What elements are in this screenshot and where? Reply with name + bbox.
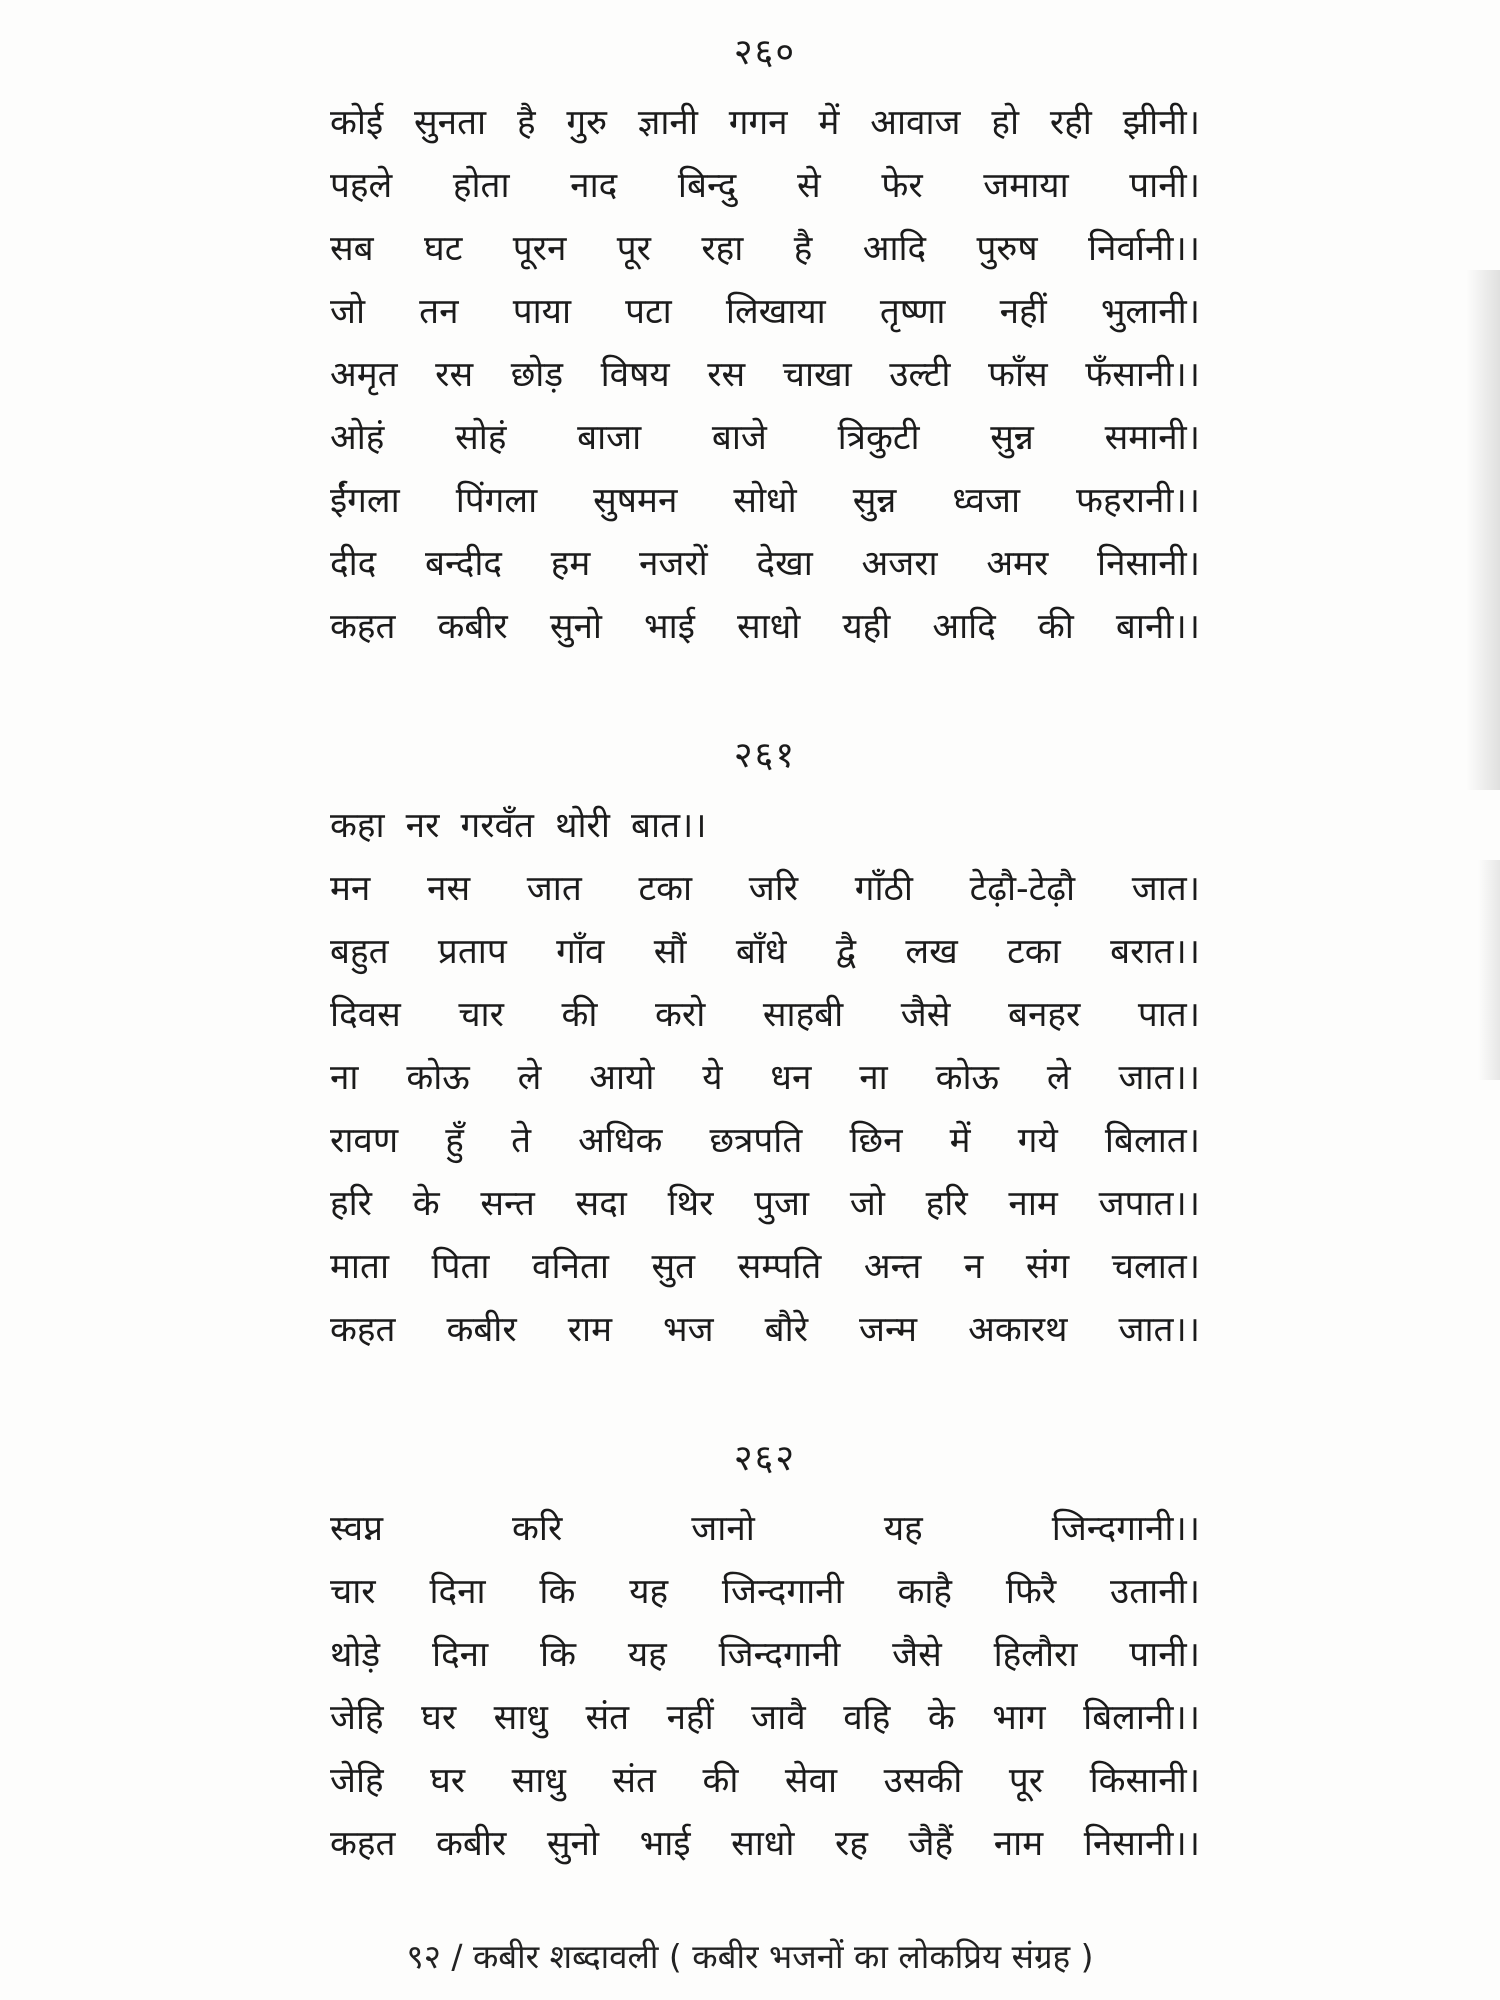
verse-line: माता पिता वनिता सुत सम्पति अन्त न संग चलात। xyxy=(330,1247,1200,1287)
verse-line: ओहं सोहं बाजा बाजे त्रिकुटी सुन्न समानी। xyxy=(330,418,1200,458)
poem-number: २६० xyxy=(733,32,797,73)
verse-line: चार दिना कि यह जिन्दगानी काहै फिरै उतानी। xyxy=(330,1572,1200,1612)
verse-line: रावण हुँ ते अधिक छत्रपति छिन में गये बिलात। xyxy=(330,1121,1200,1161)
verse-line: स्वप्न करि जानो यह जिन्दगानी।। xyxy=(330,1509,1200,1549)
verse-line: सब घट पूरन पूर रहा है आदि पुरुष निर्वानी।। xyxy=(330,229,1200,269)
page-footer: ९२ / कबीर शब्दावली ( कबीर भजनों का लोकप्रिय संग्रह ) xyxy=(406,1937,1094,1976)
verse-line: थोड़े दिना कि यह जिन्दगानी जैसे हिलौरा पानी। xyxy=(330,1635,1200,1675)
poem-section-262 xyxy=(330,1428,1200,1876)
verse-line: कहत कबीर सुनो भाई साधो यही आदि की बानी।। xyxy=(330,607,1200,647)
verse-line: अमृत रस छोड़ विषय रस चाखा उल्टी फाँस फँसानी।। xyxy=(330,355,1200,395)
verse-line: कहा नर गरवँत थोरी बात।। xyxy=(330,806,707,846)
poem-number: २६२ xyxy=(733,1438,797,1479)
poem-section-261 xyxy=(330,725,1200,1362)
verse-line: कहत कबीर राम भज बौरे जन्म अकारथ जात।। xyxy=(330,1310,1200,1350)
verse-line: कहत कबीर सुनो भाई साधो रह जैहैं नाम निसानी।। xyxy=(330,1824,1200,1864)
verse-line: दीद बन्दीद हम नजरों देखा अजरा अमर निसानी। xyxy=(330,544,1200,584)
verse-line: दिवस चार की करो साहबी जैसे बनहर पात। xyxy=(330,995,1200,1035)
verse-line: जो तन पाया पटा लिखाया तृष्णा नहीं भुलानी। xyxy=(330,292,1200,332)
verse-line: जेहि घर साधु संत की सेवा उसकी पूर किसानी। xyxy=(330,1761,1200,1801)
verse-line: जेहि घर साधु संत नहीं जावै वहि के भाग बिलानी।। xyxy=(330,1698,1200,1738)
verse-line: ना कोऊ ले आयो ये धन ना कोऊ ले जात।। xyxy=(330,1058,1200,1098)
verse-line: बहुत प्रताप गाँव सौं बाँधे द्वै लख टका बरात।। xyxy=(330,932,1200,972)
verse-line: पहले होता नाद बिन्दु से फेर जमाया पानी। xyxy=(330,166,1200,206)
verse-line: ईंगला पिंगला सुषमन सोधो सुन्न ध्वजा फहरानी।। xyxy=(330,481,1200,521)
verse-line: मन नस जात टका जरि गाँठी टेढ़ौ-टेढ़ौ जात। xyxy=(330,869,1200,909)
verse-line: हरि के सन्त सदा थिर पुजा जो हरि नाम जपात।। xyxy=(330,1184,1200,1224)
poem-number: २६१ xyxy=(733,735,797,776)
poem-section-260 xyxy=(330,22,1200,659)
verse-line: कोई सुनता है गुरु ज्ञानी गगन में आवाज हो रही झीनी। xyxy=(330,103,1200,143)
